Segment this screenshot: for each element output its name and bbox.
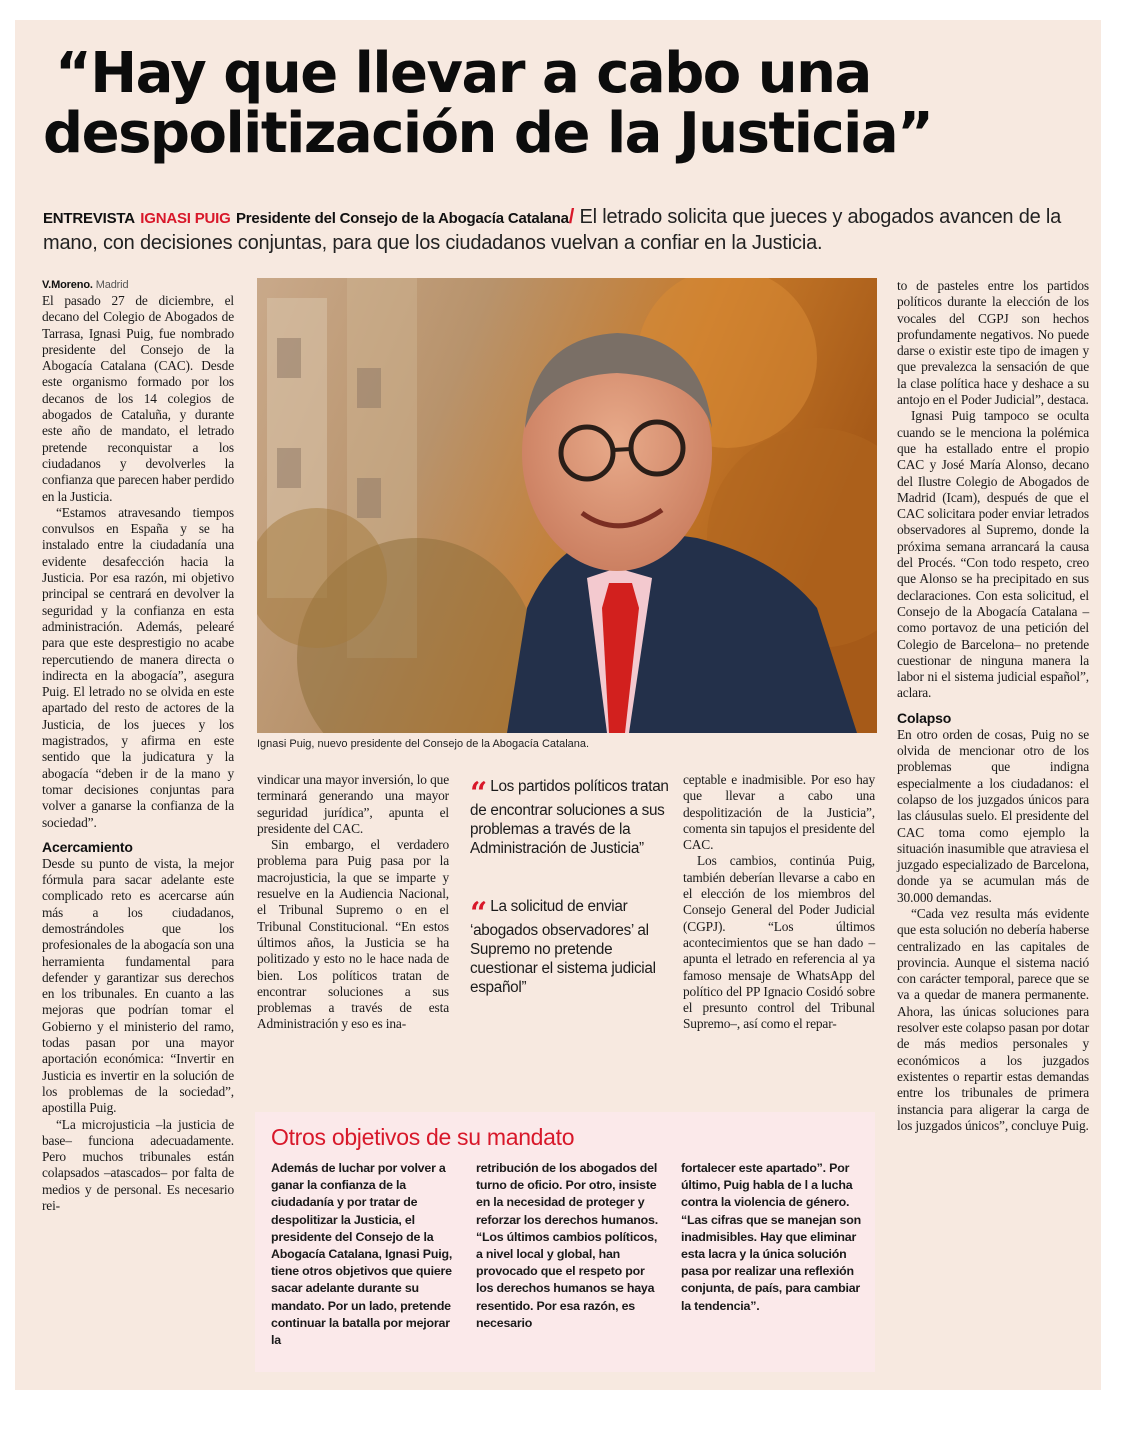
pull-quote-2: [470, 897, 680, 997]
paragraph: En otro orden de cosas, Puig no se olvida de mencionar otro de los problemas que indigna especialmente a los ciudadanos: el colapso de los juzgados únicos para las cláusulas suelo. El presidente del CAC toma como ejemplo la situación inasumible que atraviesa el juzgado especializado de Barcelona, donde ya se acumulan más de 30.000 demandas.: [897, 726, 1089, 905]
sidebar-box-text: retribución de los abogados del turno de oficio. Por otro, insiste en la necesidad de proteger y reforzar los derechos humanos. “Los últimos cambios políticos, a nivel local y global, han provocado que el respeto por los derechos humanos se haya resentido. Por esa razón, es necesario: [476, 1161, 658, 1330]
paragraph: Los cambios, continúa Puig, también deberían llevarse a cabo en el elección de los miembros del Consejo General del Poder Judicial (CGPJ). “Los últimos acontecimientos que se han dado –apunta el letrado en referencia al ya famoso mensaje de WhatsApp del político del PP Ignacio Cosidó sobre el presunto control del Tribunal Supremo–, así como el repar-: [683, 853, 875, 1032]
sidebar-box-text: Además de luchar por volver a ganar la confianza de la ciudadanía y por tratar de despolitizar la Justicia, el presidente del Consejo de la Abogacía Catalana, Ignasi Puig, tiene otros objetivos que quiere sacar adelante durante su mandato. Por un lado, pretende continuar la batalla por mejorar la: [271, 1161, 453, 1348]
section-heading-colapso: Colapso: [897, 709, 952, 726]
article-column-5: [897, 278, 1089, 1134]
pull-quote-1: [470, 777, 680, 858]
subheadline: [43, 205, 1093, 255]
sidebar-box-column-3: [681, 1160, 863, 1315]
subhead-text: El letrado solicita que jueces y abogados avancen de la mano, con decisiones conjuntas, para que los ciudadanos vuelvan a confiar en la Justicia.: [43, 206, 1062, 254]
subhead-role: Presidente del Consejo de la Abogacía Catalana: [235, 210, 569, 227]
paragraph: Ignasi Puig tampoco se oculta cuando se le menciona la polémica que ha estallado entre el propio CAC y José María Alonso, decano del Ilustre Colegio de Abogados de Madrid (Icam), después de que el CAC solicitara poder enviar letrados observadores al Supremo, donde la próxima semana arrancará la causa del Procés. “Con todo respeto, creo que Alonso se ha precipitado en sus declaraciones. Con esta solicitud, el Consejo de la Abogacía Catalana –como portavoz de una petición del Colegio de Barcelona– no pretende cuestionar de ninguna manera la labor ni el sistema judicial español”, aclara.: [897, 408, 1089, 701]
newspaper-page: [15, 20, 1101, 1390]
sidebar-box-column-2: [476, 1160, 658, 1332]
section-heading-acercamiento: Acercamiento: [42, 838, 133, 855]
byline: [42, 278, 234, 293]
paragraph: Sin embargo, el verdadero problema para Puig pasa por la macrojusticia, la que se imparte y resuelve en la Audiencia Nacional, el Tribunal Supremo o en el Tribunal Constitucional. “En estos últimos años, la Justicia se ha politizado y esto no le hace nada de bien. Los políticos tratan de encontrar soluciones a sus problemas a través de esta Administración y eso es ina-: [257, 837, 449, 1032]
photo-caption: Ignasi Puig, nuevo presidente del Consejo de la Abogacía Catalana.: [257, 738, 590, 750]
quote-mark-icon: “: [470, 896, 485, 931]
sidebar-box-title: Otros objetivos de su mandato: [271, 1124, 575, 1150]
pull-quote-text: La solicitud de enviar ‘abogados observadores’ al Supremo no pretende cuestionar el sistema judicial español”: [470, 898, 656, 996]
subhead-slash: /: [568, 206, 575, 228]
subhead-kicker: ENTREVISTA: [43, 210, 135, 227]
article-column-1: [42, 278, 234, 1214]
paragraph: “La microjusticia –la justicia de base– funciona adecuadamente. Pero muchos tribunales están colapsados –atascados– por falta de medios y de personal. Es necesario rei-: [42, 1116, 234, 1214]
sidebar-box-column-1: [271, 1160, 453, 1349]
pull-quote-text: Los partidos políticos tratan de encontrar soluciones a sus problemas a través de la Administración de Justicia”: [470, 778, 669, 857]
paragraph: vindicar una mayor inversión, lo que terminará generando una mayor seguridad jurídica”, apunta el presidente del CAC.: [257, 772, 449, 836]
paragraph: El pasado 27 de diciembre, el decano del Colegio de Abogados de Tarrasa, Ignasi Puig, fue nombrado presidente del Consejo de la Abogacía Catalana (CAC). Desde este organismo formado por los decanos de los 14 colegios de abogados de Cataluña, y durante este año de mandato, el letrado pretende reconquistar a los ciudadanos y devolverles la confianza que parecen haber perdido en la Justicia.: [42, 293, 234, 504]
paragraph: Desde su punto de vista, la mejor fórmula para sacar adelante este complicado reto es acercarse aún más a los ciudadanos, demostrándoles que los profesionales de la abogacía son una herramienta fundamental para defender y garantizar sus derechos en los tribunales. En cuanto a las mejoras que podrían tomar el Gobierno y el ministerio del ramo, todas pasan por una mayor aportación económica: “Invertir en Justicia es invertir en la solución de los problemas de la sociedad”, apostilla Puig.: [42, 855, 234, 1116]
sidebar-box: [255, 1112, 875, 1372]
portrait-photo: [257, 278, 877, 733]
article-column-4: [683, 772, 875, 1033]
headline-line-2: despolitización de la Justicia”: [43, 101, 933, 166]
sidebar-box-text: fortalecer este apartado”. Por último, Puig habla de l a lucha contra la violencia de género. “Las cifras que se manejan son inadmisibles. Hay que eliminar esta lacra y la única solución pasa por realizar una reflexión conjunta, de país, para cambiar la tendencia”.: [681, 1161, 861, 1313]
quote-mark-icon: “: [470, 776, 485, 811]
headline: [43, 41, 1083, 166]
byline-place: Madrid: [95, 279, 129, 291]
paragraph: ceptable e inadmisible. Por eso hay que llevar a cabo una despolitización de la Justicia”, comenta sin tapujos el presidente del CAC.: [683, 772, 875, 853]
headline-line-1: “Hay que llevar a cabo una: [55, 41, 871, 106]
paragraph: “Estamos atravesando tiempos convulsos en España y se ha instalado entre la ciudadanía una evidente desafección hacia la Justicia. Por esa razón, mi objetivo principal se centrará en devolver la seguridad y la confianza en esta administración. Además, pelearé para que este desprestigio no acabe repercutiendo de manera directa o indirecta en la abogacía”, asegura Puig. El letrado no se olvida en este apartado del resto de actores de la Justicia, de los jueces y los magistrados, y afirma en este sentido que la judicatura y la abogacía “deben ir de la mano y tomar decisiones conjuntas para volver a ganarse la confianza de la sociedad”.: [42, 504, 234, 830]
article-column-2: [257, 772, 449, 1033]
subhead-interviewee: IGNASI PUIG: [140, 210, 231, 227]
paragraph: to de pasteles entre los partidos políticos durante la elección de los vocales del CGPJ son hechos profundamente negativos. No puede darse o existir este tipo de imagen y que prevalezca la sensación de que la clase política hace y deshace a su antojo en el Poder Judicial”, destaca.: [897, 278, 1089, 408]
paragraph: “Cada vez resulta más evidente que esta solución no debería haberse centralizado en las capitales de provincia. Aunque el sistema nació con carácter temporal, parece que se va a quedar de manera permanente. Ahora, las únicas soluciones para resolver este colapso pasan por dotar de más medios personales y económicos a los juzgados existentes o repartir estas demandas entre los tribunales de primera instancia para aligerar la carga de los juzgados únicos”, concluye Puig.: [897, 905, 1089, 1133]
byline-author: V.Moreno.: [42, 279, 93, 291]
